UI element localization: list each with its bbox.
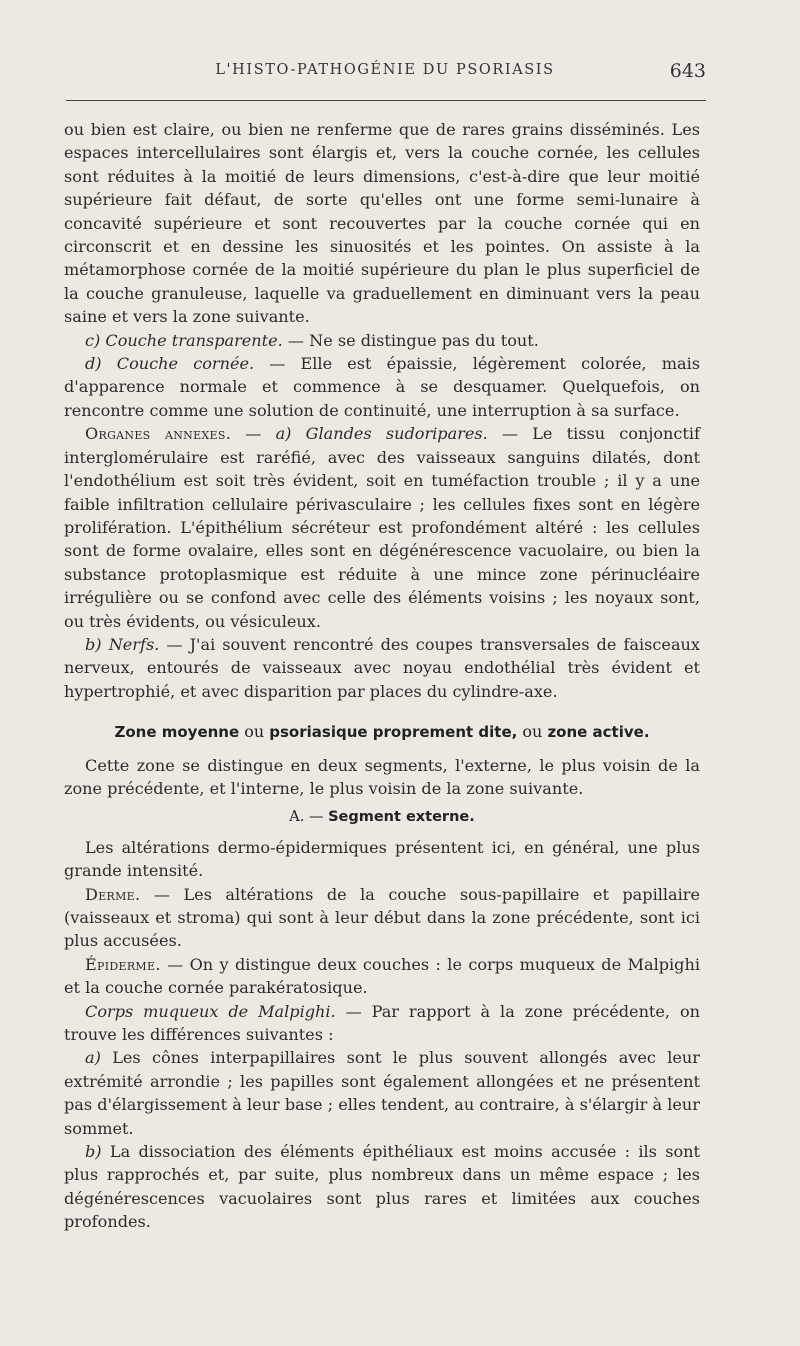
subsection-prefix: A. — xyxy=(289,809,329,826)
paragraph-derme xyxy=(64,883,700,953)
item-text: — Elle est épaissie, légèrement colorée, mais d'apparence normale et commence à se desquamer. Quelquefois, on rencontre comme une solution de continuité, une interruption à sa surface. xyxy=(64,354,701,420)
paragraph-couche-cornee xyxy=(64,352,700,422)
paragraph-item-a xyxy=(64,1046,700,1140)
item-text: — Par rapport à la zone précédente, on trouve les différences suivantes : xyxy=(64,1001,701,1045)
section-heading-part: Zone moyenne xyxy=(114,723,240,742)
item-title: Corps muqueux de Malpighi. xyxy=(85,1001,336,1021)
item-text: Les cônes interpapillaires sont le plus souvent allongés avec leur extrémité arrondie ; les papilles sont également allongées et ne présentent pas d'élargissement à leur base ; elles tendent, au contraire, à s'élargir à leur sommet. xyxy=(64,1048,700,1138)
item-label: a) xyxy=(275,424,292,444)
item-text: La dissociation des éléments épithéliaux est moins accusée : ils sont plus rapprochés et, par suite, plus nombreux dans un même espace ; les dégénérescences vacuolaires sont plus rares et limitées aux couches profondes. xyxy=(64,1142,700,1232)
run-in-heading: Épiderme. xyxy=(85,954,161,974)
run-in-heading: Derme. xyxy=(85,884,141,904)
page-header xyxy=(64,62,706,88)
section-heading-connector: ou xyxy=(239,722,270,742)
item-label: c) xyxy=(85,330,101,350)
section-heading-connector: ou xyxy=(517,722,548,742)
paragraph-couche-transparente xyxy=(64,329,700,352)
item-title: Nerfs. xyxy=(108,634,160,654)
paragraph: Cette zone se distingue en deux segments, l'externe, le plus voisin de la zone précédente, et l'interne, le plus voisin de la zone suivante. xyxy=(64,755,700,798)
body-text xyxy=(64,118,700,1234)
run-in-heading: Organes annexes. xyxy=(85,424,232,444)
item-text: — J'ai souvent rencontré des coupes transversales de faisceaux nerveux, entourés de vaisseaux avec noyau endothélial très évident et hypertrophié, et avec disparition par places du cylindre-axe. xyxy=(64,634,700,701)
header-rule xyxy=(66,100,706,101)
paragraph-organes-annexes xyxy=(64,422,700,633)
section-heading-part: psoriasique proprement dite, xyxy=(269,723,518,742)
paragraph: ou bien est claire, ou bien ne renferme que de rares grains disséminés. Les espaces intercellulaires sont élargis et, vers la couche cornée, les cellules sont réduites à la moitié de leurs dimensions, c'est-à-dire que leur moitié supérieure fait défaut, de sorte qu'elles ont une forme semi-lunaire à concavité supérieure et sont recouvertes par la couche cornée qui en circonscrit et en dessine les sinuosités et les pointes. On assiste à la métamorphose cornée de la moitié supérieure du plan le plus superficiel de la couche granuleuse, laquelle va graduellement en diminuant vers la peau saine et vers la zone suivante. xyxy=(64,120,700,327)
item-label: d) xyxy=(85,354,102,374)
page-number: 643 xyxy=(669,60,706,82)
subsection-title: Segment externe. xyxy=(328,809,475,826)
item-text: — Le tissu conjonctif interglomérulaire est raréfié, avec des vaisseaux sanguins dilatés, dont l'endothélium est soit très évident, soit en tuméfaction trouble ; il y a une faible infiltration cellulaire périvasculaire ; les cellules fixes sont en légère prolifération. L'épithélium sécréteur est profondément altéré : les cellules sont de forme ovalaire, elles sont en dégénérescence vacuolaire, ou bien la substance protoplasmique est réduite à une mince zone périnucléaire irrégulière ou se confond avec celle des éléments voisins ; les noyaux sont, ou très évidents, ou vésiculeux. xyxy=(64,424,700,631)
item-title: Glandes sudoripares. xyxy=(305,424,488,444)
subsection-heading xyxy=(64,806,700,829)
item-label: a) xyxy=(85,1048,101,1068)
paragraph-nerfs xyxy=(64,633,700,703)
item-text: — Ne se distingue pas du tout. xyxy=(282,330,539,350)
item-text: — On y distingue deux couches : le corps muqueux de Malpighi et la couche cornée parakératosique. xyxy=(64,954,700,998)
dash: — xyxy=(231,424,276,444)
paragraph: Les altérations dermo-épidermiques présentent ici, en général, une plus grande intensité. xyxy=(64,837,700,881)
item-label: b) xyxy=(85,634,102,654)
item-title: Couche cornée. xyxy=(116,354,255,374)
section-heading-part: zone active. xyxy=(547,723,650,742)
running-title: L'HISTO-PATHOGÉNIE DU PSORIASIS xyxy=(215,62,555,78)
item-label: b) xyxy=(85,1142,102,1162)
item-title: Couche transparente. xyxy=(105,330,283,350)
paragraph-epiderme xyxy=(64,953,700,1000)
section-heading xyxy=(64,720,700,744)
paragraph-item-b xyxy=(64,1140,700,1234)
paragraph-corps-muqueux xyxy=(64,1000,700,1047)
item-text: — Les altérations de la couche sous-papillaire et papillaire (vaisseaux et stroma) qui sont à leur début dans la zone précédente, sont ici plus accusées. xyxy=(64,884,700,951)
